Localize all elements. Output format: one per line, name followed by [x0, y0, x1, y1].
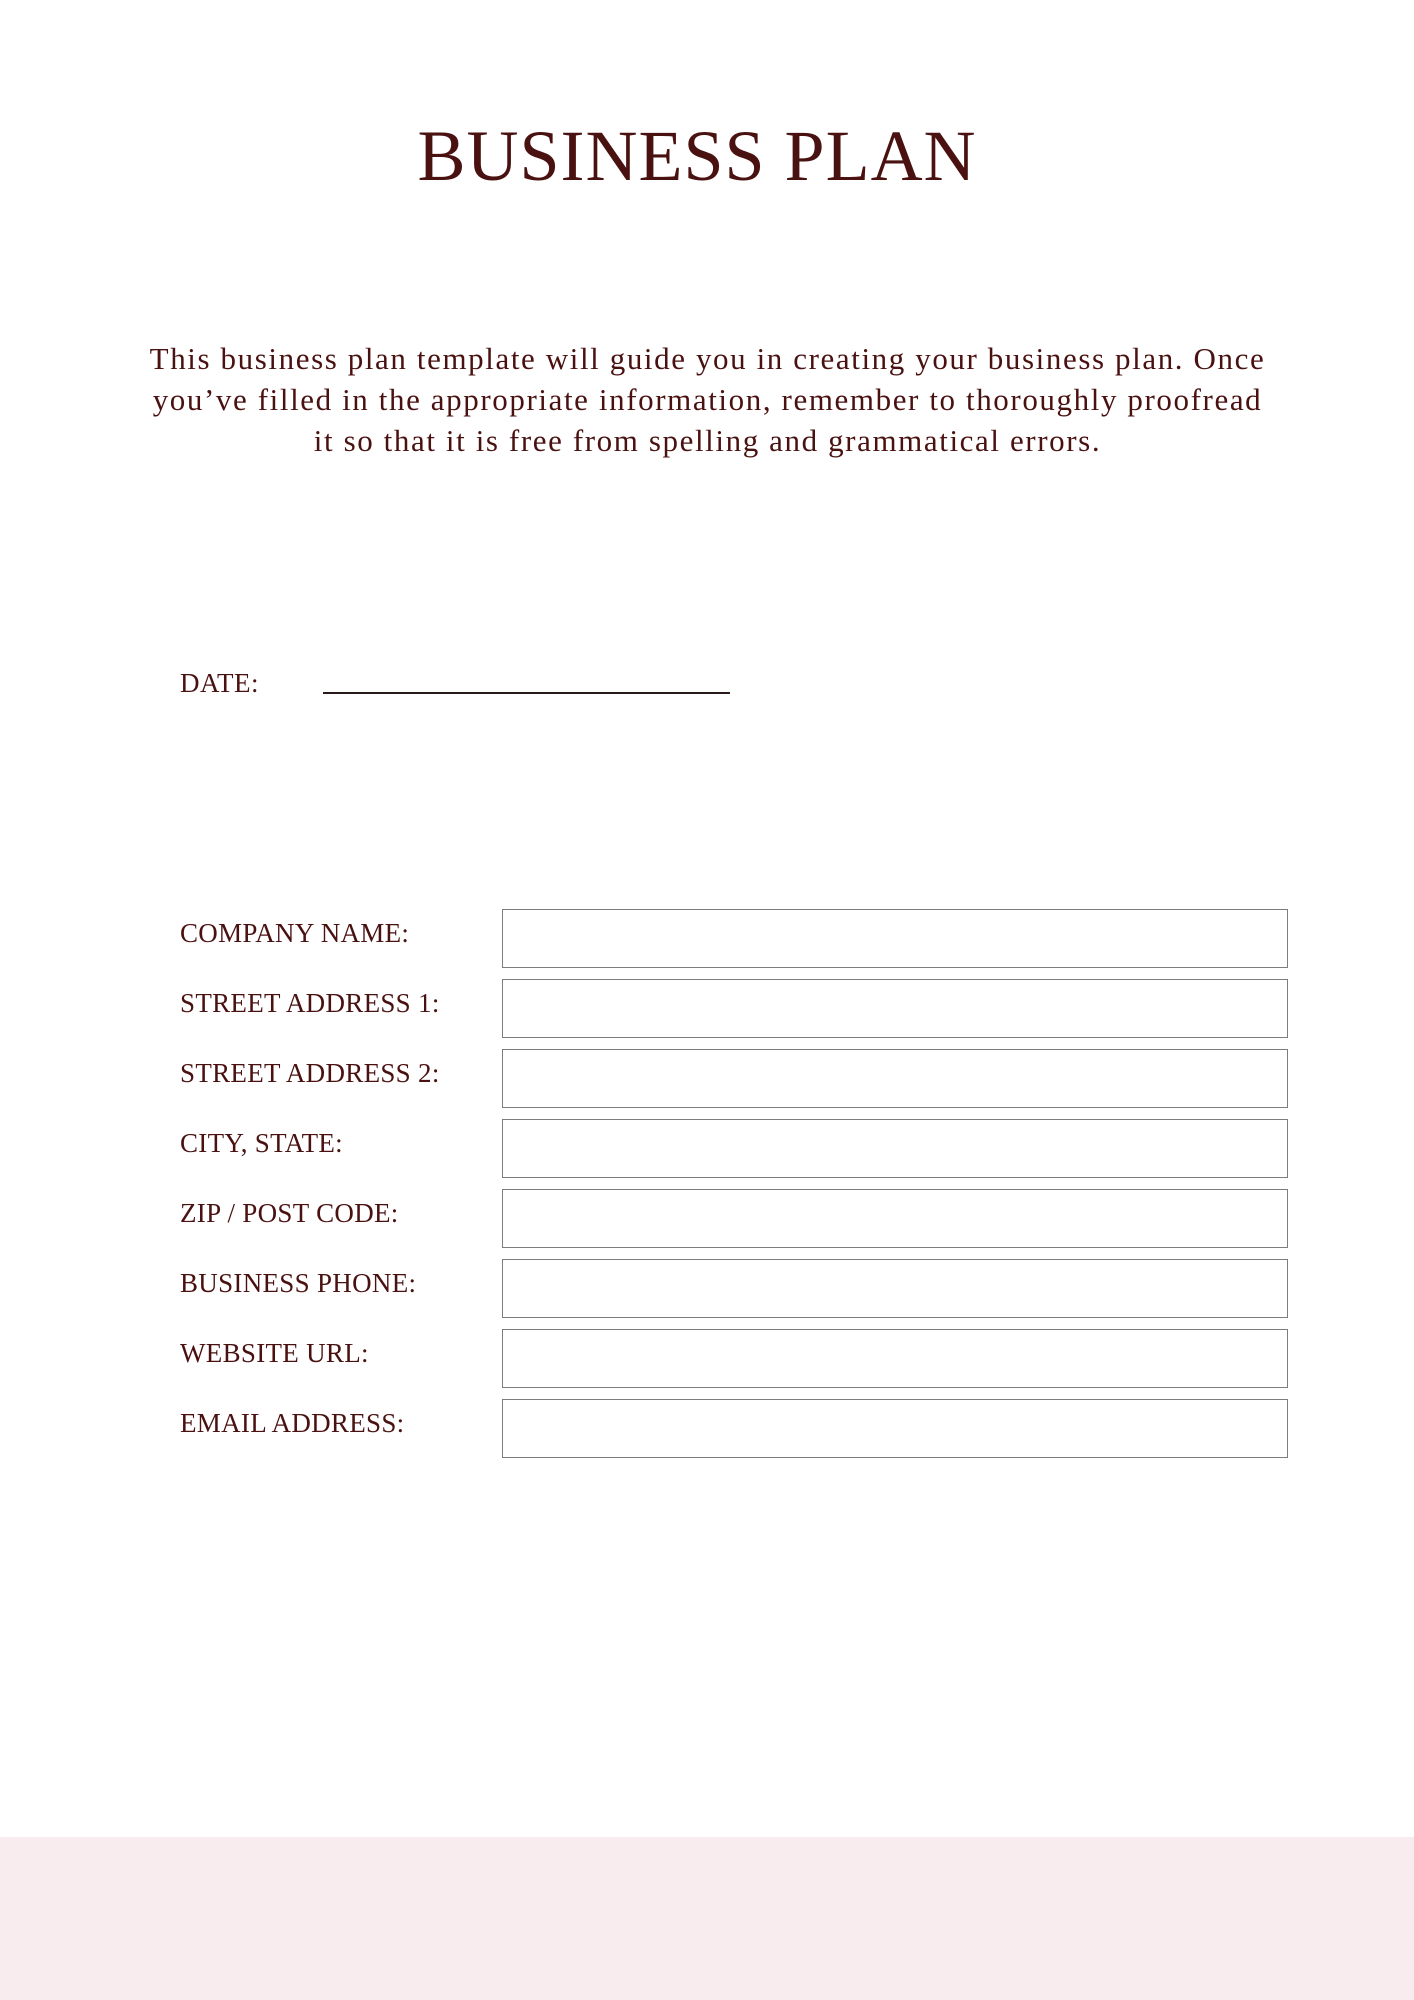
- business-phone-field[interactable]: [502, 1259, 1288, 1318]
- field-row-street-address-2: [180, 1049, 1292, 1119]
- email-address-label: EMAIL ADDRESS:: [180, 1408, 405, 1438]
- company-name-label: COMPANY NAME:: [180, 918, 410, 948]
- company-info-form: [180, 909, 1292, 1469]
- company-name-field[interactable]: [502, 909, 1288, 968]
- field-row-company-name: [180, 909, 1292, 979]
- zip-post-code-label: ZIP / POST CODE:: [180, 1198, 399, 1228]
- email-address-field[interactable]: [502, 1399, 1288, 1458]
- street-address-1-label: STREET ADDRESS 1:: [180, 988, 440, 1018]
- street-address-2-label: STREET ADDRESS 2:: [180, 1058, 440, 1088]
- business-phone-label: BUSINESS PHONE:: [180, 1268, 417, 1298]
- field-row-city-state: [180, 1119, 1292, 1189]
- intro-paragraph: This business plan template will guide you in creating your business plan. Once you’ve filled in the appropriate information, remember to thoroughly proofread it so that it is free from spelling and grammatical errors.: [149, 341, 1266, 458]
- street-address-2-field[interactable]: [502, 1049, 1288, 1108]
- city-state-label: CITY, STATE:: [180, 1128, 343, 1158]
- zip-post-code-field[interactable]: [502, 1189, 1288, 1248]
- street-address-1-field[interactable]: [502, 979, 1288, 1038]
- field-row-website-url: [180, 1329, 1292, 1399]
- website-url-field[interactable]: [502, 1329, 1288, 1388]
- page-title: BUSINESS PLAN: [417, 116, 977, 196]
- footer-band: [0, 1837, 1414, 2000]
- field-row-business-phone: [180, 1259, 1292, 1329]
- field-row-zip-post-code: [180, 1189, 1292, 1259]
- date-row: [180, 664, 780, 708]
- field-row-email-address: [180, 1399, 1292, 1469]
- city-state-field[interactable]: [502, 1119, 1288, 1178]
- date-input-line[interactable]: [323, 692, 730, 694]
- field-row-street-address-1: [180, 979, 1292, 1049]
- date-label: DATE:: [180, 668, 259, 698]
- website-url-label: WEBSITE URL:: [180, 1338, 369, 1368]
